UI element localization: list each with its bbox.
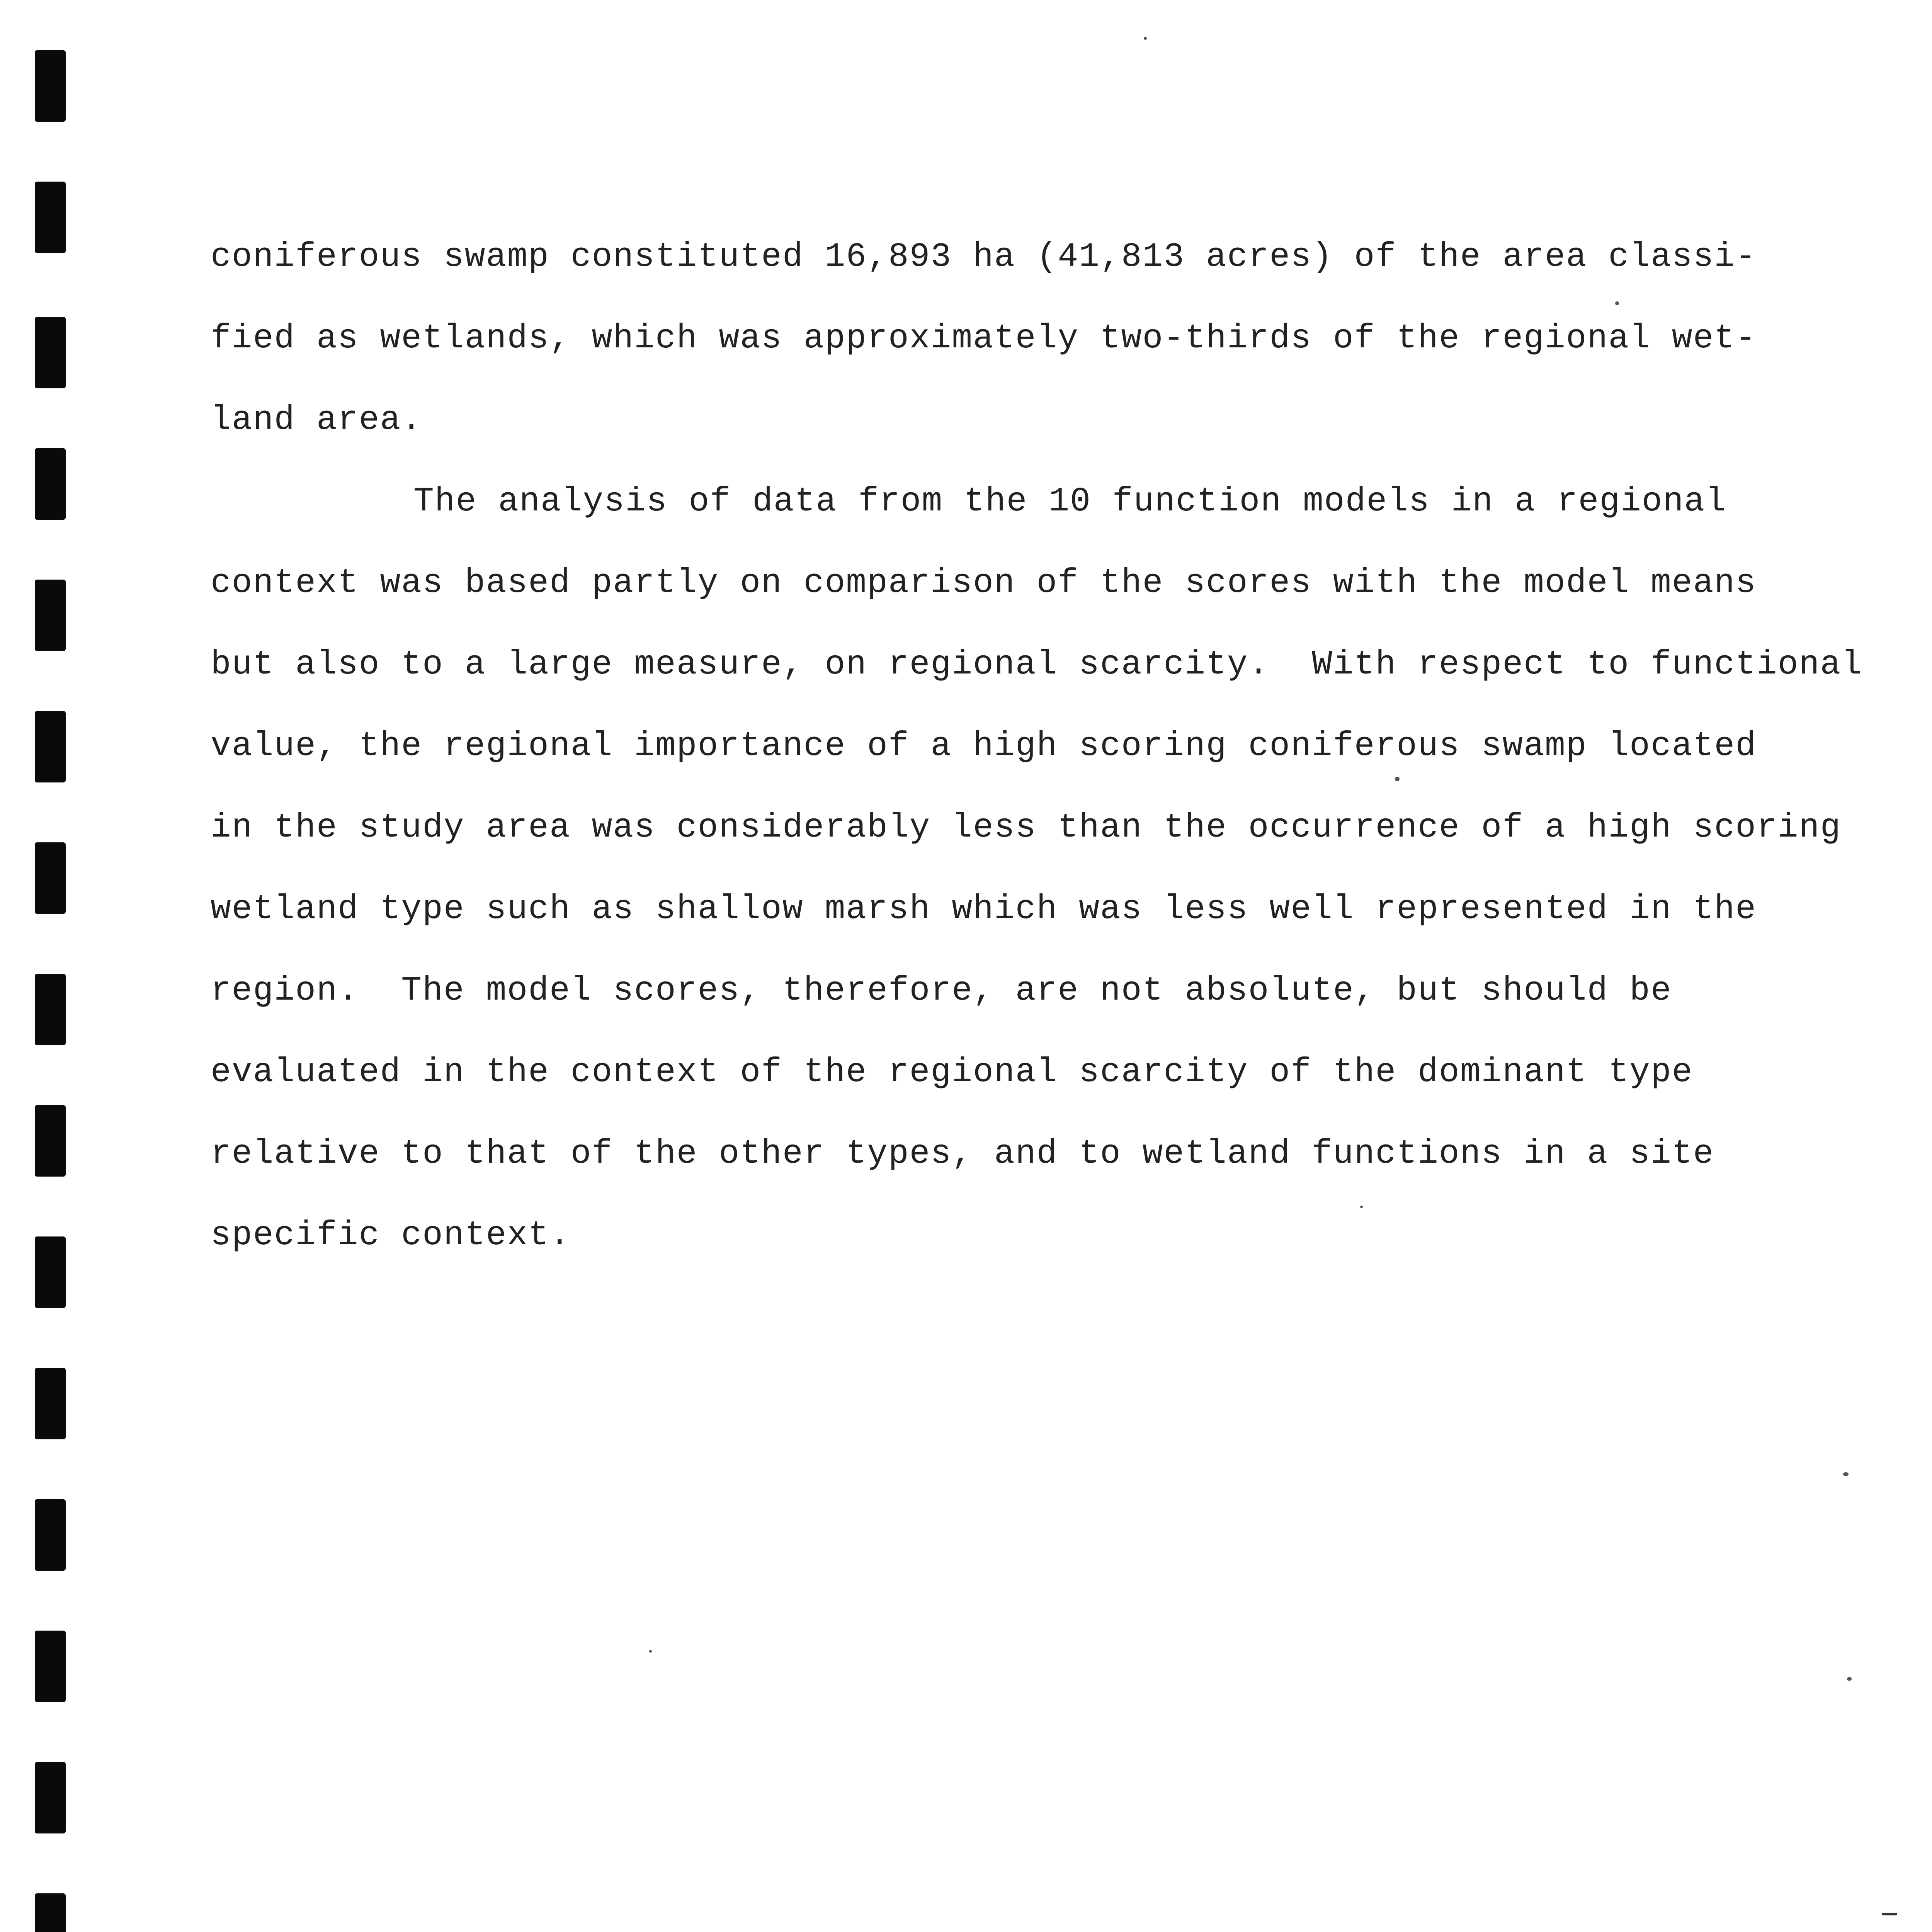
text-line: land area. [211, 401, 423, 439]
binding-mark [35, 317, 66, 388]
text-line: coniferous swamp constituted 16,893 ha (41,813 acres) of the area classi- [211, 238, 1757, 276]
binding-mark [35, 448, 66, 520]
text-line: but also to a large measure, on regional scarcity. With respect to functional [211, 646, 1863, 684]
binding-mark [35, 1762, 66, 1833]
text-line: fied as wetlands, which was approximately two-thirds of the regional wet- [211, 320, 1757, 358]
scan-speck [1360, 1206, 1363, 1208]
paragraph-first-line: The analysis of data from the 10 function models in a regional [413, 483, 1727, 521]
binding-mark [35, 182, 66, 253]
binding-mark [35, 1236, 66, 1308]
text-line: wetland type such as shallow marsh which was less well represented in the [211, 890, 1757, 929]
binding-mark [35, 842, 66, 914]
text-line: relative to that of the other types, and to wetland functions in a site [211, 1135, 1714, 1173]
scan-speck [1882, 1913, 1897, 1915]
scan-speck [1847, 1677, 1852, 1681]
binding-marks [35, 0, 70, 1932]
scan-speck [649, 1650, 652, 1653]
text-line: in the study area was considerably less than the occurrence of a high scoring [211, 809, 1842, 847]
text-line: evaluated in the context of the regional scarcity of the dominant type [211, 1053, 1693, 1092]
binding-mark [35, 711, 66, 782]
scan-speck [1843, 1472, 1849, 1476]
text-line: context was based partly on comparison of the scores with the model means [211, 564, 1757, 602]
binding-mark [35, 1368, 66, 1439]
binding-mark [35, 580, 66, 651]
binding-mark [35, 1631, 66, 1702]
text-line: value, the regional importance of a high scoring coniferous swamp located [211, 727, 1757, 765]
binding-mark [35, 50, 66, 122]
text-line: specific context. [211, 1216, 571, 1255]
binding-mark [35, 974, 66, 1045]
binding-mark [35, 1893, 66, 1932]
scan-speck [1615, 301, 1619, 305]
scan-speck [1395, 777, 1400, 781]
binding-mark [35, 1499, 66, 1571]
binding-mark [35, 1105, 66, 1177]
body-text [211, 216, 1863, 1276]
scan-speck [1144, 37, 1147, 40]
text-line: region. The model scores, therefore, are not absolute, but should be [211, 972, 1672, 1010]
